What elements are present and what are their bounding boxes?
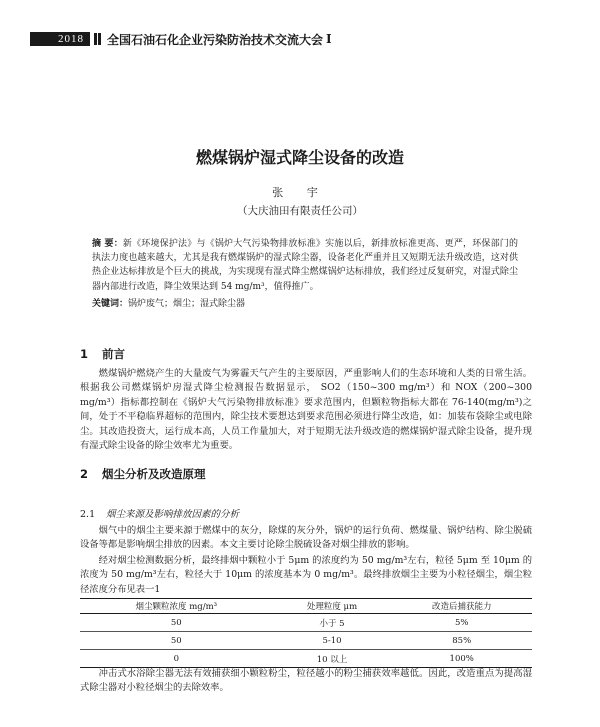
header-conference: 全国石油石化企业污染防治技术交流大会 bbox=[107, 32, 324, 47]
paragraph-sources: 烟气中的烟尘主要来源于燃煤中的灰分，除煤的灰分外，锅炉的运行负荷、燃煤量、锅炉结构、除尘脱硫设备等都是影响烟尘排放的因素。本文主要讨论除尘脱硫设备对烟尘排放的影响。 bbox=[80, 525, 532, 551]
table-header-row bbox=[80, 599, 532, 614]
paper-author: 张 宇 bbox=[272, 186, 328, 199]
paper-title: 燃煤锅炉湿式降尘设备的改造 bbox=[195, 148, 404, 167]
table-row bbox=[80, 650, 532, 668]
table-cell: 5-10 bbox=[273, 632, 392, 650]
table-cell: 小于 5 bbox=[273, 614, 392, 632]
running-header bbox=[30, 30, 332, 48]
paper-affiliation: （大庆油田有限责任公司） bbox=[237, 205, 363, 217]
section-2-number: 2 bbox=[80, 467, 89, 481]
paragraph-analysis: 经对烟尘检测数据分析，最终排烟中颗粒小于 5μm 的浓度约为 50 mg/m³左右，粒径 5μm 至 10μm 的浓度为 50 mg/m³左右，粒径大于 10μm 的浓度基本为 0 mg/m³。最终排放烟尘主要为小粒径烟尘，烟尘粒径浓度分布见表一1 bbox=[80, 555, 532, 595]
section-2-1-heading bbox=[80, 506, 239, 520]
table-cell: 10 以上 bbox=[273, 650, 392, 668]
particle-size-table bbox=[80, 598, 532, 668]
table-cell: 100% bbox=[391, 650, 532, 668]
section-1-number: 1 bbox=[80, 347, 89, 361]
abstract-text: 新《环境保护法》与《锅炉大气污染物排放标准》实施以后，新排放标准更高、更严，环保部门的执法力度也越来越大，尤其是我有燃煤锅炉的湿式除尘器，设备老化严重并且又短期无法升级改造，这对供热企业达标排放是个巨大的挑战，为实现现有湿式降尘燃煤锅炉达标排放，我们经过反复研究，对湿式除尘器内部进行改造，降尘效果达到 54 mg/m³，值得推广。 bbox=[92, 239, 518, 292]
table-cell: 0 bbox=[80, 650, 273, 668]
section-1-title: 前言 bbox=[102, 347, 125, 361]
table-row bbox=[80, 614, 532, 632]
keywords-text: 锅炉废气；烟尘；湿式除尘器 bbox=[128, 299, 246, 309]
table-header-particle-size: 处理粒度 μm bbox=[273, 599, 392, 614]
table-cell: 85% bbox=[391, 632, 532, 650]
keywords-label: 关键词： bbox=[92, 299, 129, 309]
section-2-1-title: 烟尘来源及影响排放因素的分析 bbox=[106, 509, 240, 520]
header-year: 2018 bbox=[30, 32, 90, 46]
section-1-heading bbox=[80, 346, 125, 362]
header-suffix: I bbox=[326, 32, 332, 46]
abstract bbox=[92, 237, 518, 294]
section-2-title: 烟尘分析及改造原理 bbox=[102, 467, 206, 481]
keywords bbox=[92, 296, 518, 309]
table-header-capture: 改造后捕获能力 bbox=[391, 599, 532, 614]
header-marker-icon bbox=[94, 33, 101, 45]
table-cell: 50 bbox=[80, 632, 273, 650]
table-row bbox=[80, 632, 532, 650]
abstract-label: 摘 要： bbox=[92, 239, 123, 249]
section-1-body: 燃煤锅炉燃烧产生的大量废气为雾霾天气产生的主要原因，严重影响人们的生态环境和人类的日常生活。根据我公司燃煤锅炉房湿式降尘检测报告数据显示， SO2（150~300 mg/m³）和 NOX（200~300 mg/m³）指标都控制在《锅炉大气污染物排放标准》要求范围内，但颗粒物指标大都在 76-140(mg/m³)之间，处于不平稳临界超标的范围内，除尘技术要想达到要求范围必须进行降尘改造，如：加装布袋除尘或电除尘。其改造投资大，运行成本高，人员工作量加大，对于短期无法升级改造的燃煤锅炉湿式除尘设备，提升现有湿式除尘设备的除尘效率尤为重要。 bbox=[80, 368, 532, 452]
table-header-concentration: 烟尘颗粒浓度 mg/m³ bbox=[80, 599, 273, 614]
table-cell: 50 bbox=[80, 614, 273, 632]
section-2-heading bbox=[80, 466, 206, 482]
table-cell: 5% bbox=[391, 614, 532, 632]
paragraph-conclusion: 冲击式水浴除尘器无法有效捕获细小颗粒粉尘，粒径越小的粉尘捕获效率越低。因此，改造重点为提高湿式除尘器对小粒径烟尘的去除效率。 bbox=[80, 668, 532, 694]
section-2-1-number: 2.1 bbox=[80, 509, 96, 520]
